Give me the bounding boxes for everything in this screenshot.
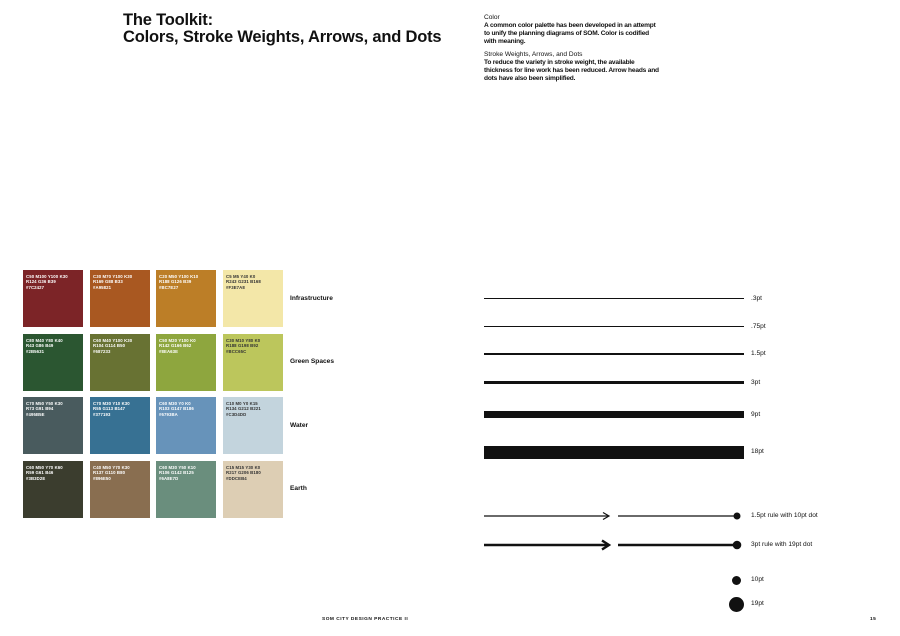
row-label-infrastructure: Infrastructure bbox=[290, 295, 333, 302]
swatch-infrastructure-2: C30 M70 Y100 K30 R169 G88 B33 #A95821 bbox=[90, 270, 150, 327]
stroke-label-0-75pt: .75pt bbox=[751, 323, 766, 330]
arrow-label-thin: 1.5pt rule with 10pt dot bbox=[751, 512, 818, 519]
stroke-label-9pt: 9pt bbox=[751, 411, 761, 418]
row-label-green-spaces: Green Spaces bbox=[290, 358, 334, 365]
color-heading: Color bbox=[484, 14, 500, 21]
swatch-water-1: C70 M50 Y50 K30 R73 G91 B94 #495B5E bbox=[23, 397, 83, 454]
swatch-green-spaces-2: C60 M40 Y100 K30 R104 G114 B50 #687233 bbox=[90, 334, 150, 391]
color-body: A common color palette has been developed in an attempt to unify the planning diagrams of SOM. Color is codified with meaning. bbox=[484, 22, 656, 45]
row-label-water: Water bbox=[290, 422, 309, 429]
swatch-green-spaces-3: C50 M20 Y100 K0 R142 G166 B62 #8EA63E bbox=[156, 334, 216, 391]
swatch-infrastructure-1: C50 M100 Y100 K30 R124 G36 B39 #7C2427 bbox=[23, 270, 83, 327]
stroke-label-3pt: 3pt bbox=[751, 379, 761, 386]
swatch-water-2: C70 M30 Y10 K30 R55 G113 B147 #377193 bbox=[90, 397, 150, 454]
swatch-green-spaces-1: C80 M40 Y80 K40 R43 G86 B49 #2B5631 bbox=[23, 334, 83, 391]
stroke-label-0-3pt: .3pt bbox=[751, 295, 762, 302]
swatch-earth-2: C40 M50 Y70 K30 R137 G110 B80 #896E50 bbox=[90, 461, 150, 518]
footer-title: SOM CITY DESIGN PRACTICE II bbox=[322, 617, 409, 622]
stroke-body: To reduce the variety in stroke weight, the available thickness for line work has been reduced. Arrow heads and dots have also been simplified. bbox=[484, 59, 659, 82]
dot-label-10pt: 10pt bbox=[751, 576, 764, 583]
arrow-thin-example bbox=[484, 513, 609, 520]
stroke-label-1-5pt: 1.5pt bbox=[751, 350, 766, 357]
title-line-2: Colors, Stroke Weights, Arrows, and Dots bbox=[123, 28, 442, 46]
title-line-1: The Toolkit: bbox=[123, 11, 213, 29]
swatch-infrastructure-4: C5 M5 Y40 K0 R243 G231 B168 #F3E7A8 bbox=[223, 270, 283, 327]
swatch-earth-1: C60 M50 Y70 K60 R59 G61 B46 #3B3D2E bbox=[23, 461, 83, 518]
swatch-earth-4: C15 M15 Y30 K0 R217 G206 B180 #DDCEB4 bbox=[223, 461, 283, 518]
swatch-infrastructure-3: C20 M50 Y100 K10 R188 G126 B39 #BC7E27 bbox=[156, 270, 216, 327]
dot-line-thick-example bbox=[618, 541, 741, 550]
dot-label-19pt: 19pt bbox=[751, 600, 764, 607]
swatch-earth-3: C60 M30 Y50 K10 R106 G142 B125 #6A8E7D bbox=[156, 461, 216, 518]
row-label-earth: Earth bbox=[290, 485, 307, 492]
dot-19pt bbox=[729, 597, 744, 612]
dot-10pt bbox=[732, 576, 741, 585]
swatch-green-spaces-4: C30 M10 Y80 K0 R188 G198 B92 #BCC65C bbox=[223, 334, 283, 391]
page-number: 15 bbox=[870, 617, 877, 622]
stroke-label-18pt: 18pt bbox=[751, 448, 764, 455]
dot-line-thin-example bbox=[618, 513, 741, 520]
arrow-thick-example bbox=[484, 541, 609, 550]
swatch-water-4: C10 M0 Y0 K15 R134 G212 B221 #C3D4DD bbox=[223, 397, 283, 454]
arrow-label-thick: 3pt rule with 19pt dot bbox=[751, 541, 813, 548]
stroke-heading: Stroke Weights, Arrows, and Dots bbox=[484, 51, 583, 58]
swatch-water-3: C60 M30 Y0 K0 R103 G147 B186 #6793BA bbox=[156, 397, 216, 454]
